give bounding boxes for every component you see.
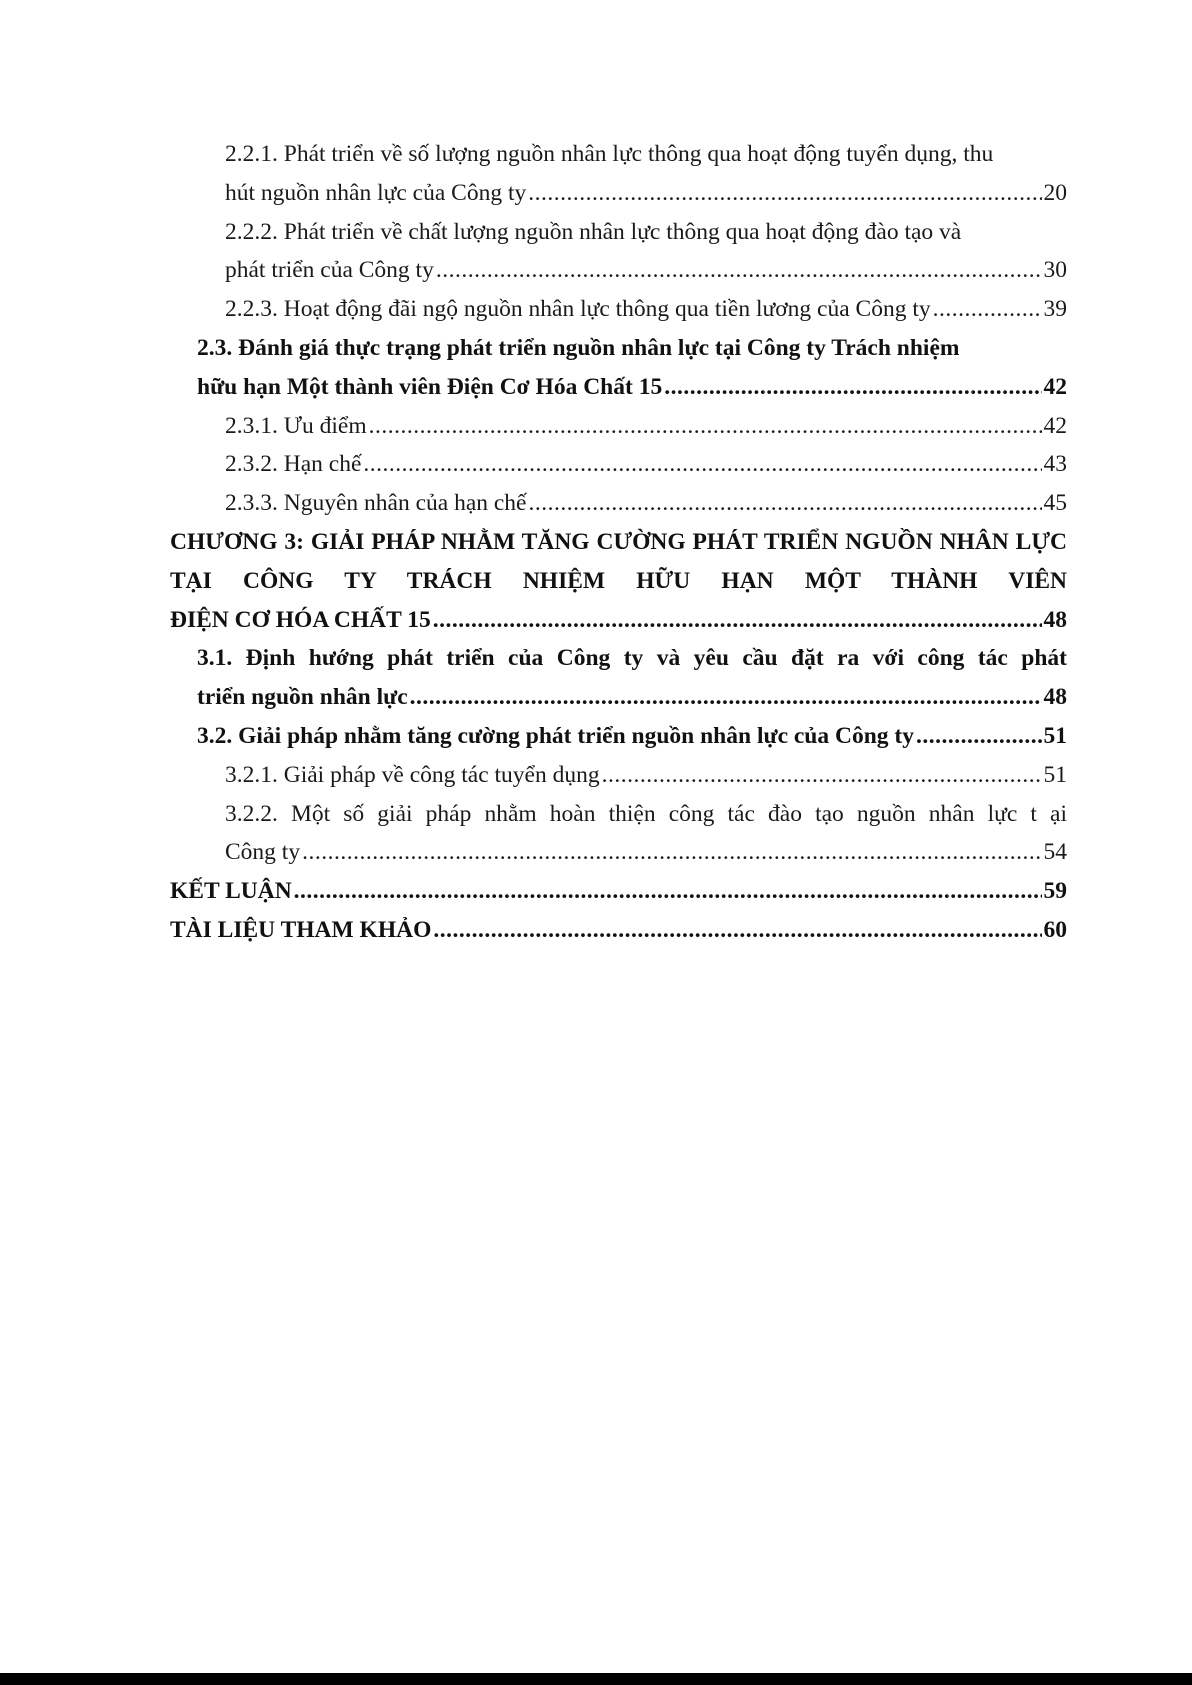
- toc-entry-3-2-1[interactable]: [170, 756, 1067, 795]
- toc-entry-2-2-1[interactable]: [170, 135, 1067, 213]
- toc-entry-text: 3.1. Định hướng phát triển của Công ty và yêu cầu đặt ra với công tác phát: [197, 645, 1067, 672]
- dot-leader: [302, 833, 1041, 872]
- toc-entry-text: Công ty: [225, 839, 301, 866]
- dot-leader: [933, 290, 1042, 329]
- toc-entry-3-1[interactable]: [170, 639, 1067, 717]
- toc-entry-text: KẾT LUẬN: [170, 878, 292, 905]
- toc-entry-2-3-3[interactable]: [170, 484, 1067, 523]
- dot-leader: [664, 368, 1041, 407]
- toc-page-number: 48: [1043, 684, 1067, 711]
- toc-entry-3-2[interactable]: [170, 717, 1067, 756]
- toc-entry-chuong-3[interactable]: [170, 523, 1067, 639]
- table-of-contents: [170, 135, 1067, 950]
- toc-entry-2-3[interactable]: [170, 329, 1067, 407]
- toc-page-number: 48: [1043, 606, 1067, 633]
- toc-entry-text: 3.2.2. Một số giải pháp nhằm hoàn thiện công tác đào tạo nguồn nhân lực t ại: [225, 800, 1067, 827]
- toc-page-number: 20: [1043, 179, 1067, 206]
- toc-page-number: 42: [1043, 412, 1067, 439]
- toc-page-number: 30: [1043, 257, 1067, 284]
- dot-leader: [528, 174, 1041, 213]
- dot-leader: [369, 407, 1042, 446]
- toc-page-number: 54: [1043, 839, 1067, 866]
- dot-leader: [410, 678, 1042, 717]
- dot-leader: [433, 601, 1042, 640]
- toc-page-number: 51: [1043, 761, 1067, 788]
- toc-entry-text: 2.3. Đánh giá thực trạng phát triển nguồn nhân lực tại Công ty Trách nhiệm: [197, 334, 960, 361]
- toc-page-number: 43: [1043, 451, 1067, 478]
- toc-page-number: 45: [1043, 490, 1067, 517]
- toc-entry-2-2-2[interactable]: [170, 213, 1067, 291]
- toc-entry-text: triển nguồn nhân lực: [197, 684, 408, 711]
- toc-entry-text: hữu hạn Một thành viên Điện Cơ Hóa Chất 15: [197, 373, 663, 400]
- toc-page-number: 59: [1043, 878, 1067, 905]
- toc-entry-text: 2.3.2. Hạn chế: [225, 451, 362, 478]
- toc-entry-text: TÀI LIỆU THAM KHẢO: [170, 916, 432, 943]
- toc-page-number: 39: [1043, 296, 1067, 323]
- dot-leader: [294, 872, 1042, 911]
- toc-entry-text: 2.3.3. Nguyên nhân của hạn chế: [225, 490, 527, 517]
- dot-leader: [528, 484, 1041, 523]
- toc-entry-text: CHƯƠNG 3: GIẢI PHÁP NHẰM TĂNG CƯỜNG PHÁT TRIỂN NGUỒN NHÂN LỰC TẠI CÔNG TY TRÁCH NHIỆM HỮU HẠN MỘT THÀNH VIÊN: [170, 528, 1067, 594]
- dot-leader: [916, 717, 1042, 756]
- toc-page-number: 42: [1043, 373, 1067, 400]
- toc-page-number: 51: [1043, 722, 1067, 749]
- dot-leader: [602, 756, 1042, 795]
- page-bottom-border: [0, 1673, 1192, 1685]
- toc-entry-text: 2.2.3. Hoạt động đãi ngộ nguồn nhân lực thông qua tiền lương của Công ty: [225, 296, 931, 323]
- toc-entry-text: 2.2.2. Phát triển về chất lượng nguồn nhân lực thông qua hoạt động đào tạo và: [225, 218, 962, 245]
- toc-entry-text: 3.2.1. Giải pháp về công tác tuyển dụng: [225, 761, 600, 788]
- toc-entry-text: phát triển của Công ty: [225, 257, 434, 284]
- toc-entry-2-3-1[interactable]: [170, 407, 1067, 446]
- toc-entry-text: 2.3.1. Ưu điểm: [225, 412, 367, 439]
- dot-leader: [433, 911, 1041, 950]
- toc-entry-text: hút nguồn nhân lực của Công ty: [225, 179, 527, 206]
- toc-entry-text: ĐIỆN CƠ HÓA CHẤT 15: [170, 606, 431, 633]
- dot-leader: [436, 251, 1042, 290]
- toc-entry-3-2-2[interactable]: [170, 795, 1067, 873]
- toc-entry-ket-luan[interactable]: [170, 872, 1067, 911]
- toc-entry-2-2-3[interactable]: [170, 290, 1067, 329]
- toc-entry-text: 3.2. Giải pháp nhằm tăng cường phát triển nguồn nhân lực của Công ty: [197, 722, 914, 749]
- toc-entry-2-3-2[interactable]: [170, 445, 1067, 484]
- toc-entry-text: 2.2.1. Phát triển về số lượng nguồn nhân lực thông qua hoạt động tuyển dụng, thu: [225, 141, 994, 167]
- toc-page-number: 60: [1043, 916, 1067, 943]
- toc-entry-tai-lieu-tham-khao[interactable]: [170, 911, 1067, 950]
- dot-leader: [363, 445, 1041, 484]
